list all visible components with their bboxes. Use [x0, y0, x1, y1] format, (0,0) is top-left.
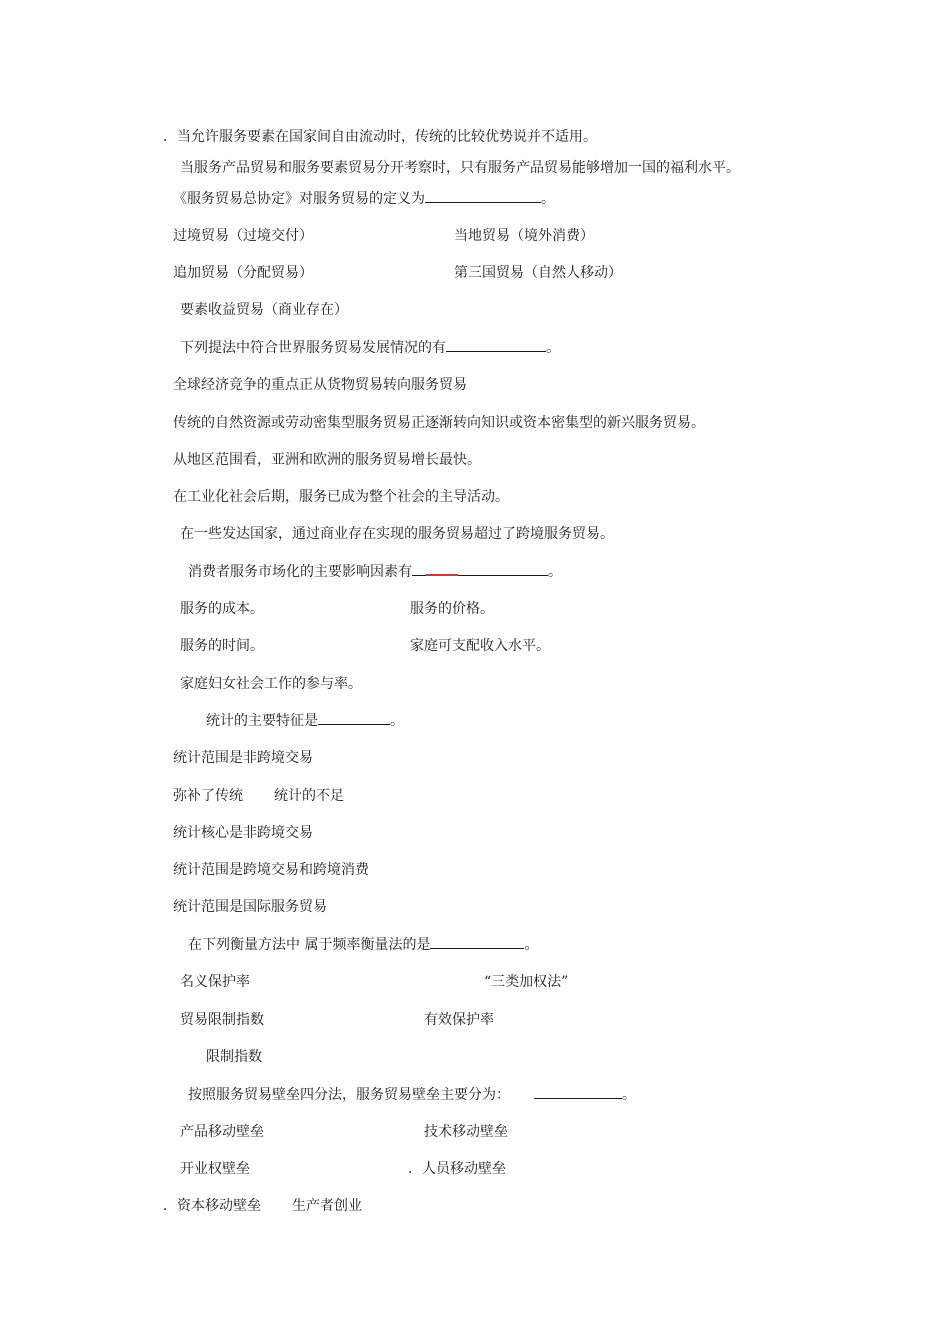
- option-6a: 产品移动壁垒: [180, 1124, 264, 1140]
- question-6-period: 。: [622, 1087, 636, 1103]
- question-3: [188, 563, 562, 581]
- option-5b: “三类加权法”: [484, 974, 569, 990]
- option-4b-part1: 弥补了传统: [173, 788, 243, 804]
- question-1-text: 《服务贸易总协定》对服务贸易的定义为: [173, 191, 425, 207]
- option-2b: 传统的自然资源或劳动密集型服务贸易正逐渐转向知识或资本密集型的新兴服务贸易。: [173, 415, 705, 431]
- answer-blank[interactable]: [534, 1086, 622, 1099]
- option-2c: 从地区范围看，亚洲和欧洲的服务贸易增长最快。: [173, 452, 481, 468]
- option-4d: 统计范围是跨境交易和跨境消费: [173, 862, 369, 878]
- option-2a: 全球经济竞争的重点正从货物贸易转向服务贸易: [173, 377, 467, 393]
- option-6b: 技术移动壁垒: [424, 1124, 508, 1140]
- question-6: [188, 1086, 636, 1104]
- question-5-period: 。: [524, 937, 539, 953]
- question-1-period: 。: [541, 191, 555, 207]
- option-1e: 要素收益贸易（商业存在）: [180, 302, 348, 318]
- option-4a: 统计范围是非跨境交易: [173, 750, 313, 766]
- option-6e-part2: 生产者创业: [292, 1198, 362, 1214]
- answer-blank[interactable]: [412, 563, 548, 576]
- option-6e-part1: ．资本移动壁垒: [163, 1198, 261, 1214]
- option-3e: 家庭妇女社会工作的参与率。: [180, 676, 362, 692]
- option-4b-part2: 统计的不足: [274, 788, 344, 804]
- option-1b: 当地贸易（境外消费）: [454, 228, 594, 244]
- option-3b: 服务的价格。: [410, 601, 494, 617]
- option-3c: 服务的时间。: [180, 638, 264, 654]
- question-6-text: 按照服务贸易壁垒四分法，服务贸易壁垒主要分为：: [188, 1087, 510, 1103]
- answer-blank[interactable]: [446, 339, 546, 352]
- statement-2: 当服务产品贸易和服务要素贸易分开考察时，只有服务产品贸易能够增加一国的福利水平。: [180, 160, 740, 176]
- question-3-text: 消费者服务市场化的主要影响因素有: [188, 564, 412, 580]
- question-4-period: 。: [390, 713, 404, 729]
- question-2-period: 。: [546, 340, 560, 356]
- red-underline-mark: [426, 574, 458, 576]
- question-5: [188, 936, 538, 954]
- option-2e: 在一些发达国家，通过商业存在实现的服务贸易超过了跨境服务贸易。: [180, 526, 614, 542]
- answer-blank[interactable]: [430, 936, 524, 949]
- option-5a: 名义保护率: [180, 974, 250, 990]
- question-5-text: 在下列衡量方法中 属于频率衡量法的是: [188, 937, 431, 953]
- option-6d: ．人员移动壁垒: [408, 1161, 506, 1177]
- question-3-period: 。: [548, 564, 562, 580]
- option-1c: 追加贸易（分配贸易）: [173, 265, 313, 281]
- question-1: [173, 190, 555, 208]
- option-1a: 过境贸易（过境交付）: [173, 228, 313, 244]
- option-6c: 开业权壁垒: [180, 1161, 250, 1177]
- option-2d: 在工业化社会后期，服务已成为整个社会的主导活动。: [173, 489, 509, 505]
- statement-1: ．当允许服务要素在国家间自由流动时，传统的比较优势说并不适用。: [163, 129, 597, 145]
- option-4e: 统计范围是国际服务贸易: [173, 899, 327, 915]
- option-5c: 贸易限制指数: [180, 1012, 264, 1028]
- option-5e: 限制指数: [206, 1049, 262, 1065]
- answer-blank[interactable]: [425, 190, 541, 203]
- question-4: [206, 712, 404, 730]
- question-2-text: 下列提法中符合世界服务贸易发展情况的有: [180, 340, 446, 356]
- option-4c: 统计核心是非跨境交易: [173, 825, 313, 841]
- question-4-text: 统计的主要特征是: [206, 713, 318, 729]
- option-1d: 第三国贸易（自然人移动）: [454, 265, 622, 281]
- option-3d: 家庭可支配收入水平。: [410, 638, 550, 654]
- answer-blank[interactable]: [318, 712, 390, 725]
- option-5d: 有效保护率: [424, 1012, 494, 1028]
- question-2: [180, 339, 560, 357]
- option-3a: 服务的成本。: [180, 601, 264, 617]
